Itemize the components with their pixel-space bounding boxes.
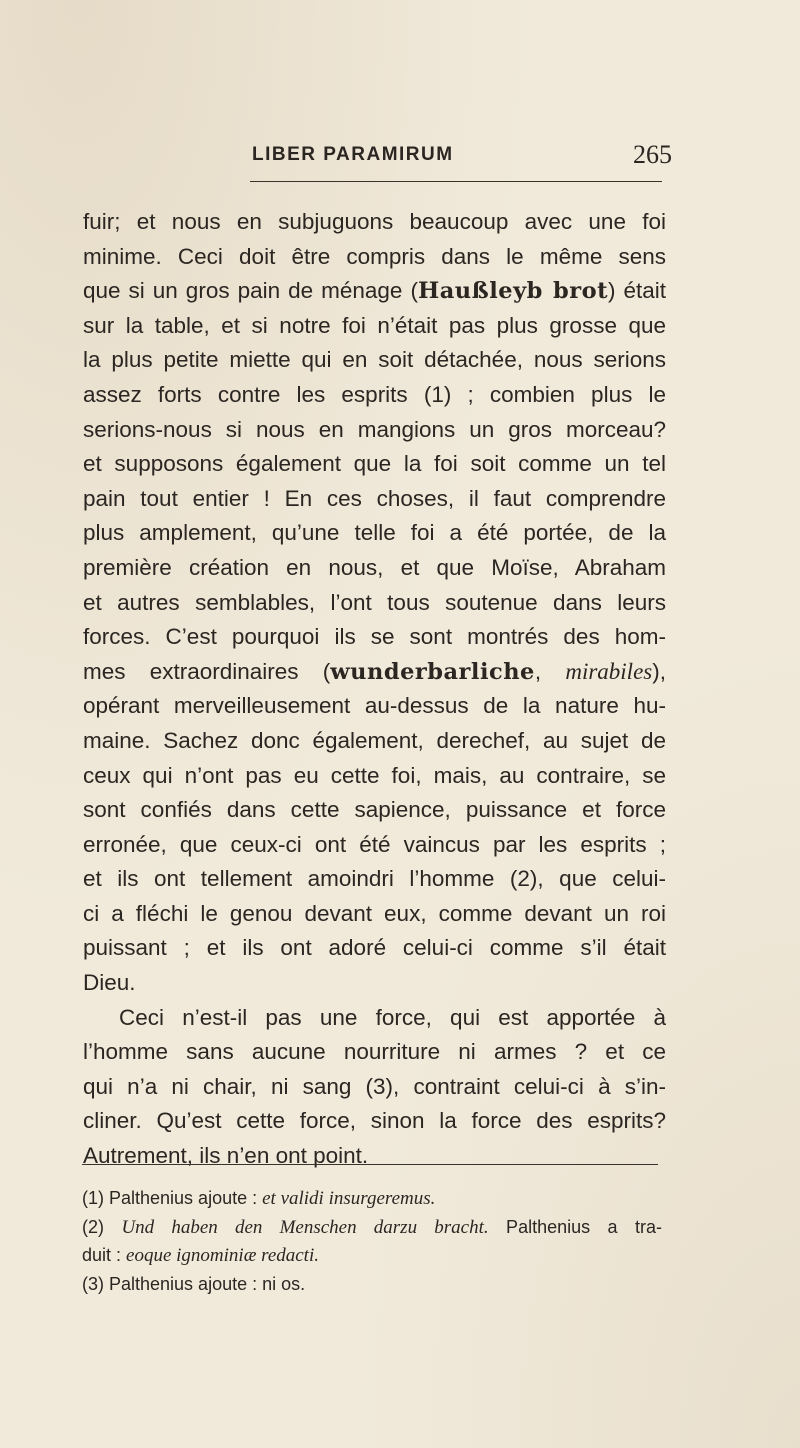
text-line: Dieu. (83, 970, 136, 996)
text-fragment: duit : (82, 1245, 127, 1265)
italic-quote: Und haben den Menschen darzu bracht. (121, 1216, 489, 1238)
footnote-2 (82, 1213, 662, 1242)
text-fragment: , (534, 658, 566, 684)
running-title: LIBER PARAMIRUM (252, 144, 454, 165)
header-rule (250, 181, 662, 182)
italic-quote: eoque ignominiæ redacti. (126, 1245, 319, 1266)
text-line: la plus petite miette qui en soit détachée, nous serions (83, 347, 666, 373)
latin-term: mirabiles (565, 658, 653, 684)
footnote-3: (3) Palthenius ajoute : ni os. (82, 1273, 306, 1294)
text-line (83, 655, 666, 690)
fraktur-term: Haußleyb brot (417, 278, 608, 305)
footnote-rule (82, 1164, 658, 1165)
text-fragment: (1) Palthenius ajoute : (82, 1188, 263, 1208)
text-fragment: (2) (82, 1216, 122, 1237)
text-line: l’homme sans aucune nourriture ni armes ? et ce (83, 1039, 666, 1065)
text-line: fuir; et nous en subjuguons beaucoup avec une foi (83, 209, 666, 234)
text-line: minime. Ceci doit être compris dans le même sens (83, 243, 666, 269)
text-line: sont confiés dans cette sapience, puissance et force (83, 797, 666, 823)
fraktur-term: wunderbarliche (330, 658, 535, 685)
text-fragment: ) était (607, 278, 667, 304)
text-line: opérant merveilleusement au-dessus de la nature hu- (83, 693, 666, 719)
text-fragment: Palthenius a tra- (488, 1216, 662, 1237)
footnote-2-continued (82, 1241, 662, 1270)
text-line: ci a fléchi le genou devant eux, comme devant un roi (83, 900, 666, 926)
text-line: et supposons également que la foi soit comme un tel (83, 451, 666, 477)
page-header (252, 140, 672, 184)
text-line: puissant ; et ils ont adoré celui-ci comme s’il était (83, 935, 666, 961)
text-line (83, 274, 666, 309)
text-line: ceux qui n’ont pas eu cette foi, mais, au contraire, se (83, 762, 666, 788)
text-line: Autrement, ils n’en ont point. (83, 1143, 369, 1169)
text-line: erronée, que ceux-ci ont été vaincus par les esprits ; (83, 831, 666, 857)
text-line: qui n’a ni chair, ni sang (3), contraint celui-ci à s’in- (83, 1073, 666, 1099)
text-line: pain tout entier ! En ces choses, il faut comprendre (83, 485, 666, 511)
text-line: assez forts contre les esprits (1) ; combien plus le (83, 381, 666, 407)
footnote-1 (82, 1184, 662, 1213)
text-line: plus amplement, qu’une telle foi a été portée, de la (83, 520, 666, 546)
main-text (83, 205, 666, 1174)
italic-quote: et validi insurgeremus. (262, 1188, 436, 1209)
text-line: forces. C’est pourquoi ils se sont montrés des hom- (83, 624, 666, 650)
text-line: et ils ont tellement amoindri l’homme (2), que celui- (83, 866, 666, 892)
page-number: 265 (633, 140, 672, 169)
text-line: Ceci n’est-il pas une force, qui est apportée à (119, 1004, 666, 1030)
text-fragment: que si un gros pain de ménage ( (83, 278, 418, 304)
text-line: et autres semblables, l’ont tous soutenue dans leurs (83, 589, 666, 615)
text-line: maine. Sachez donc également, derechef, au sujet de (83, 727, 666, 753)
text-fragment: ), (652, 658, 666, 684)
text-line: sur la table, et si notre foi n’était pas plus grosse que (83, 312, 666, 338)
footnotes (82, 1184, 662, 1298)
text-line: cliner. Qu’est cette force, sinon la force des esprits? (83, 1108, 666, 1134)
text-fragment: mes extraordinaires ( (83, 658, 331, 684)
text-line: serions-nous si nous en mangions un gros morceau? (83, 416, 666, 442)
text-line: première création en nous, et que Moïse, Abraham (83, 554, 666, 580)
